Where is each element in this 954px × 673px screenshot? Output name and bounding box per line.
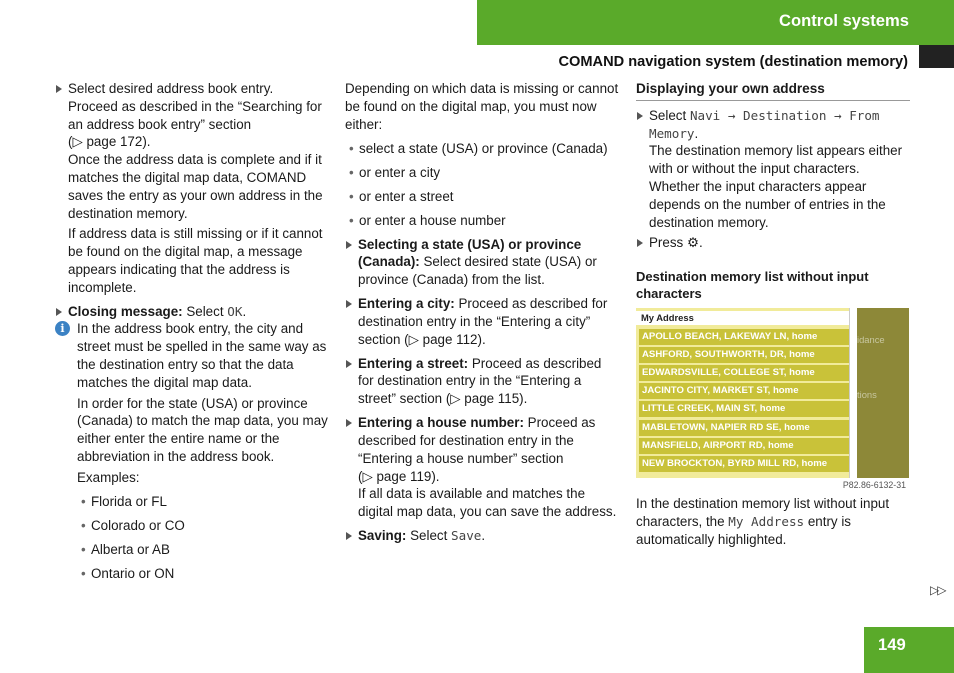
step-press-controller <box>636 234 910 252</box>
text-line: If all data is available and matches the <box>358 486 586 502</box>
text-line: The destination memory list appears either <box>649 143 903 159</box>
info-icon: i <box>55 321 70 336</box>
section-header <box>477 0 954 45</box>
subheading: Destination memory list without input <box>636 269 869 285</box>
text-line: “Entering a house number” section <box>358 450 564 466</box>
page-subtitle: COMAND navigation system (destination memory) <box>558 54 908 70</box>
text-line: be found on the digital map, you must now <box>345 98 597 114</box>
step-text: Proceed as <box>523 415 596 431</box>
step-text: Press <box>649 235 687 251</box>
display-code: Destination <box>743 107 827 123</box>
list-item: MANSFIELD, AIRPORT RD, home <box>639 438 849 454</box>
screen-figure <box>636 308 910 489</box>
column-1 <box>55 80 330 582</box>
list-item: EDWARDSVILLE, COLLEGE ST, home <box>639 365 849 381</box>
punct: . <box>694 125 699 141</box>
memory-list <box>636 308 851 478</box>
text-line: province (Canada) from the list. <box>358 272 545 288</box>
text-line: destination entry in the “Entering a city” <box>358 313 591 329</box>
list-item: MABLETOWN, NAPIER RD SE, home <box>639 420 849 436</box>
example-item: • Colorado or CO <box>77 517 330 535</box>
text-line: (Canada) to match the map data, you may <box>77 413 328 429</box>
figure-caption <box>636 495 910 548</box>
step-text: Select <box>182 303 228 319</box>
option-item: • or enter a house number <box>345 212 620 230</box>
text-line: either enter the entire name or the <box>77 431 280 447</box>
text-line: section (▷ page 112). <box>358 331 486 347</box>
examples-label: Examples: <box>77 469 140 485</box>
text-line: destination memory. <box>649 214 769 230</box>
page-number: 149 <box>878 635 906 654</box>
text-line: saves the entry as your own address in the <box>68 187 323 203</box>
display-code: Save <box>451 528 482 544</box>
text-line: either: <box>345 116 383 132</box>
step-label: Entering a city: <box>358 296 455 312</box>
subheading: characters <box>636 286 702 302</box>
text-line: with or without the input characters. <box>649 161 860 177</box>
text-line: destination memory. <box>68 205 188 221</box>
step-selecting-state <box>345 236 620 289</box>
text-line: for destination entry in the “Entering a <box>358 373 582 389</box>
continue-icon: ▷▷ <box>930 583 945 597</box>
section-heading: Displaying your own address <box>636 80 910 101</box>
text-line: Select desired address book entry. <box>68 81 274 96</box>
ghost-text: idance <box>857 334 885 346</box>
text-line: matches the digital map data. <box>77 374 252 390</box>
punct: . <box>698 235 703 251</box>
option-item: • select a state (USA) or province (Canada) <box>345 140 620 158</box>
text-line: matches the digital map data, COMAND <box>68 169 307 185</box>
page-number-tab <box>864 627 954 673</box>
my-address-entry: My Address <box>636 311 849 325</box>
example-item: • Ontario or ON <box>77 565 330 583</box>
text-line: automatically highlighted. <box>636 531 787 547</box>
example-item: • Florida or FL <box>77 493 330 511</box>
display-code: OK <box>227 303 243 319</box>
text-line: Proceed as described in the “Searching for <box>68 98 322 114</box>
step-label: Entering a house number: <box>358 415 524 431</box>
step-text: Proceed as described for <box>454 296 608 312</box>
example-item: • Alberta or AB <box>77 541 330 559</box>
step-text: Select desired state (USA) or <box>419 254 597 270</box>
text-line: be found on the digital map, a message <box>68 244 303 260</box>
text-line: street must be spelled in the same way as <box>77 339 327 355</box>
step-entering-city <box>345 295 620 348</box>
text-line: In the destination memory list without input <box>636 496 890 512</box>
display-code: Navi <box>689 107 721 123</box>
step-saving <box>345 527 620 545</box>
text-line: Depending on which data is missing or cannot <box>345 81 619 96</box>
step-closing-message <box>55 303 330 321</box>
list-item: NEW BROCKTON, BYRD MILL RD, home <box>639 456 849 472</box>
step-label: Closing message: <box>68 303 183 319</box>
text-line: described for destination entry in the <box>358 433 574 449</box>
display-code: From <box>849 107 880 123</box>
list-item: ASHFORD, SOUTHWORTH, DR, home <box>639 347 849 363</box>
text-line: characters, the <box>636 513 729 529</box>
step-text: Select <box>649 107 690 123</box>
text-line: (▷ page 119). <box>358 468 440 484</box>
punct: . <box>481 528 486 544</box>
text-line: In the address book entry, the city and <box>77 321 304 337</box>
display-code: Memory <box>649 125 695 141</box>
section-title: Control systems <box>778 11 909 30</box>
list-scrollbar <box>849 308 857 478</box>
comand-screen <box>636 308 909 478</box>
text-line: appears indicating that the address is <box>68 261 290 277</box>
step-entering-house-number <box>345 414 620 521</box>
text-line: entry is <box>804 513 852 529</box>
text-line: street” section (▷ page 115). <box>358 391 528 407</box>
text-line: In order for the state (USA) or province <box>77 395 308 411</box>
step-text: Proceed as described <box>468 355 602 371</box>
list-item: APOLLO BEACH, LAKEWAY LN, home <box>639 329 849 345</box>
text-line: If address data is still missing or if it cannot <box>68 226 323 242</box>
option-item: • or enter a street <box>345 188 620 206</box>
figure-code: P82.86-6132-31 <box>842 480 906 491</box>
list-item: JACINTO CITY, MARKET ST, home <box>639 383 849 399</box>
info-note <box>55 320 330 582</box>
text-line: an address book entry” section <box>68 116 252 132</box>
controller-press-icon: ⚙ <box>686 235 699 251</box>
column-3 <box>636 80 910 549</box>
step-label: Entering a street: <box>358 355 469 371</box>
option-item: • or enter a city <box>345 164 620 182</box>
text-line: Once the address data is complete and if it <box>68 152 322 168</box>
text-line: depends on the number of entries in the <box>649 196 886 212</box>
display-code: My Address <box>728 513 805 529</box>
thumb-tab <box>919 45 954 68</box>
step-label: Saving: <box>358 528 407 544</box>
step-label: Selecting a state (USA) or province <box>358 236 582 252</box>
step-label: (Canada): <box>358 254 420 270</box>
step-entering-street <box>345 355 620 408</box>
text-line: the destination entry so that the data <box>77 356 294 372</box>
text-line: (▷ page 172). <box>68 134 151 150</box>
column-2 <box>345 80 620 545</box>
arrow-icon: → <box>826 107 850 123</box>
text-line: abbreviation in the address book. <box>77 448 275 464</box>
step-select-menu-path <box>636 107 910 232</box>
list-item: LITTLE CREEK, MAIN ST, home <box>639 401 849 417</box>
ghost-text: tions <box>857 389 877 401</box>
step-text: Select <box>406 528 452 544</box>
text-line: incomplete. <box>68 279 137 295</box>
punct: . <box>242 303 247 319</box>
step-select-entry <box>55 80 330 297</box>
text-line: Whether the input characters appear <box>649 178 867 194</box>
arrow-icon: → <box>720 107 744 123</box>
text-line: digital map data, you can save the address. <box>358 504 617 520</box>
